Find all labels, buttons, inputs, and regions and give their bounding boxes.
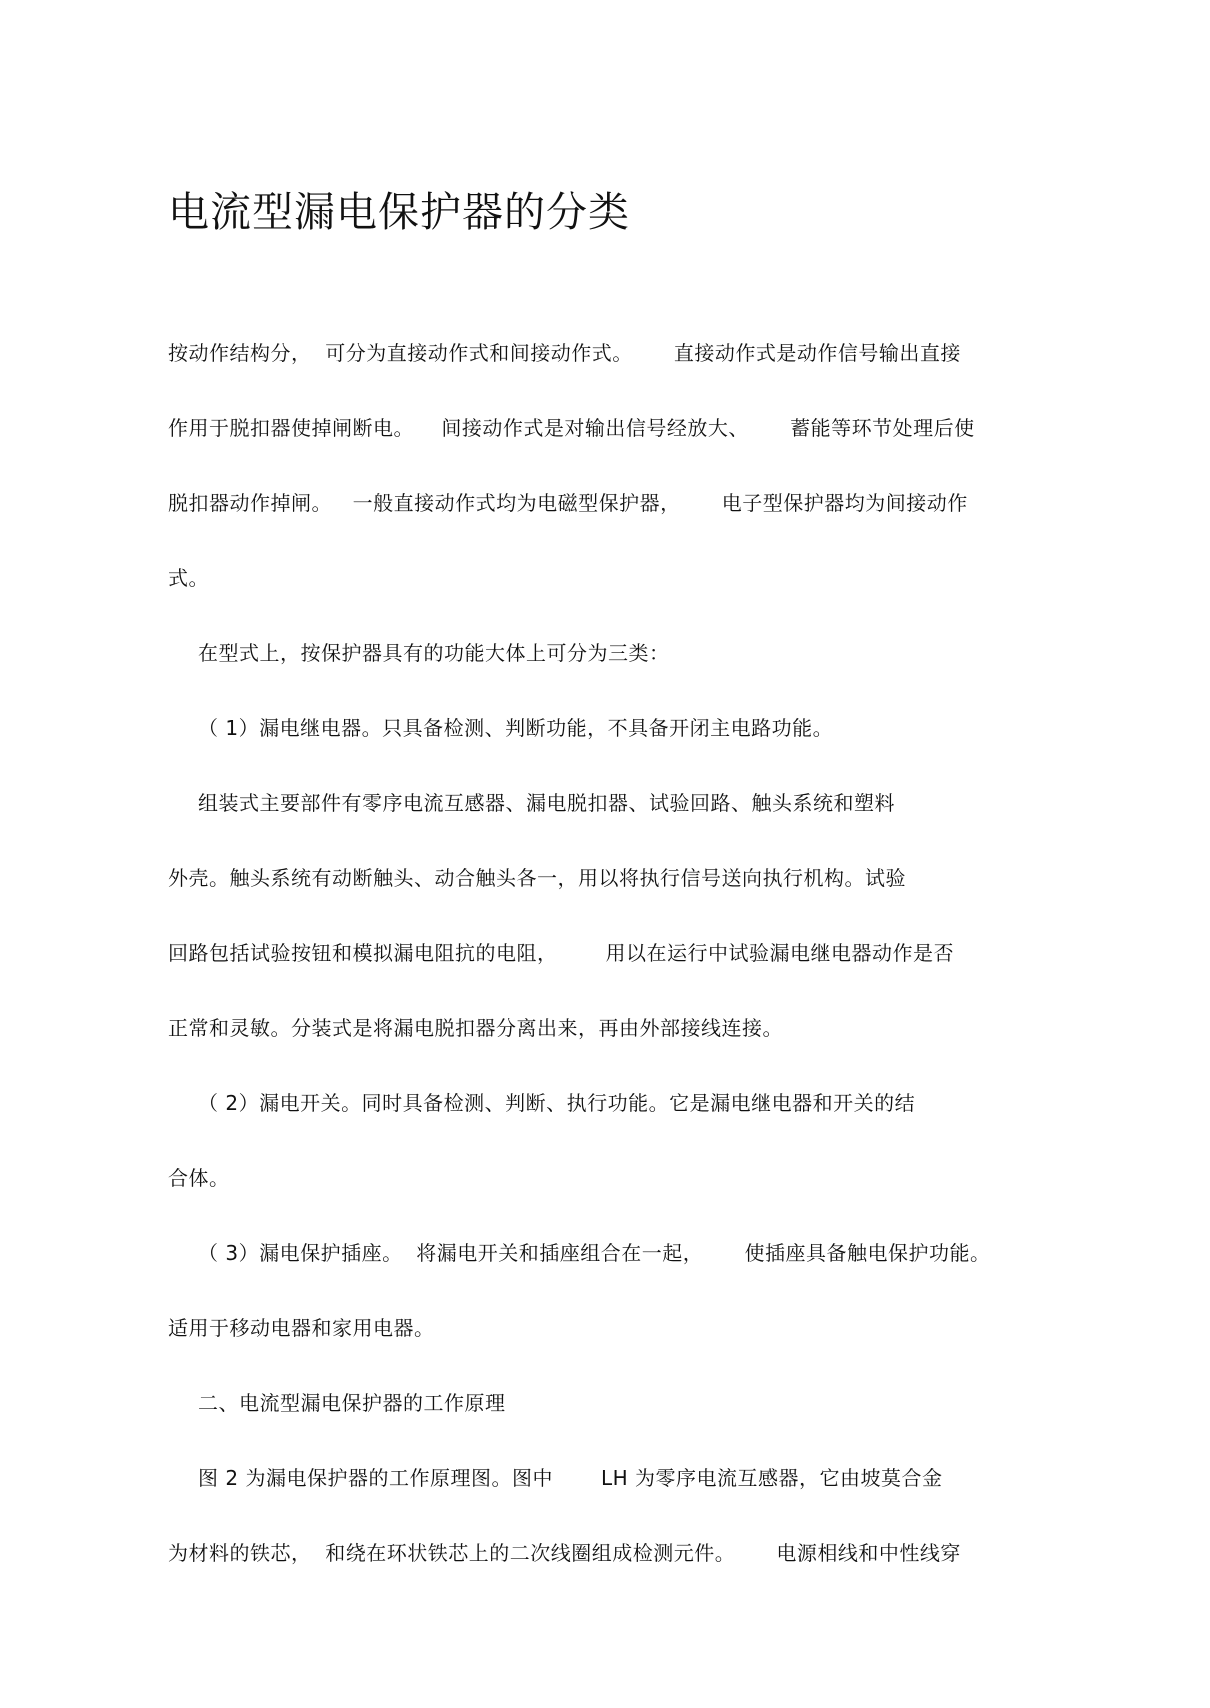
- paragraph-line: 在型式上，按保护器具有的功能大体上可分为三类：: [198, 641, 670, 665]
- paragraph-line: 按动作结构分， 可分为直接动作式和间接动作式。 直接动作式是动作信号输出直接: [168, 341, 961, 365]
- paragraph-line: 作用于脱扣器使掉闸断电。 间接动作式是对输出信号经放大、 蓄能等环节处理后使: [168, 416, 975, 440]
- section-heading: 二、电流型漏电保护器的工作原理: [198, 1391, 506, 1415]
- list-item-socket: （ 3）漏电保护插座。 将漏电开关和插座组合在一起， 使插座具备触电保护功能。: [198, 1241, 991, 1265]
- list-item-switch: （ 2）漏电开关。同时具备检测、判断、执行功能。它是漏电继电器和开关的结: [198, 1091, 916, 1115]
- paragraph-line: 外壳。触头系统有动断触头、动合触头各一，用以将执行信号送向执行机构。试验: [168, 866, 906, 890]
- paragraph-line: 为材料的铁芯， 和绕在环状铁芯上的二次线圈组成检测元件。 电源相线和中性线穿: [168, 1541, 961, 1565]
- paragraph-line: 脱扣器动作掉闸。 一般直接动作式均为电磁型保护器， 电子型保护器均为间接动作: [168, 491, 968, 515]
- paragraph-line: 正常和灵敏。分装式是将漏电脱扣器分离出来，再由外部接线连接。: [168, 1016, 783, 1040]
- list-item-relay: （ 1）漏电继电器。只具备检测、判断功能，不具备开闭主电路功能。: [198, 716, 834, 740]
- document-title: 电流型漏电保护器的分类: [168, 188, 630, 236]
- paragraph-line: 组装式主要部件有零序电流互感器、漏电脱扣器、试验回路、触头系统和塑料: [198, 791, 895, 815]
- paragraph-line: 合体。: [168, 1166, 230, 1190]
- paragraph-line: 适用于移动电器和家用电器。: [168, 1316, 435, 1340]
- paragraph-line: 图 2 为漏电保护器的工作原理图。图中 LH 为零序电流互感器，它由坡莫合金: [198, 1466, 943, 1490]
- paragraph-line: 式。: [168, 566, 209, 590]
- paragraph-line: 回路包括试验按钮和模拟漏电阻抗的电阻， 用以在运行中试验漏电继电器动作是否: [168, 941, 955, 965]
